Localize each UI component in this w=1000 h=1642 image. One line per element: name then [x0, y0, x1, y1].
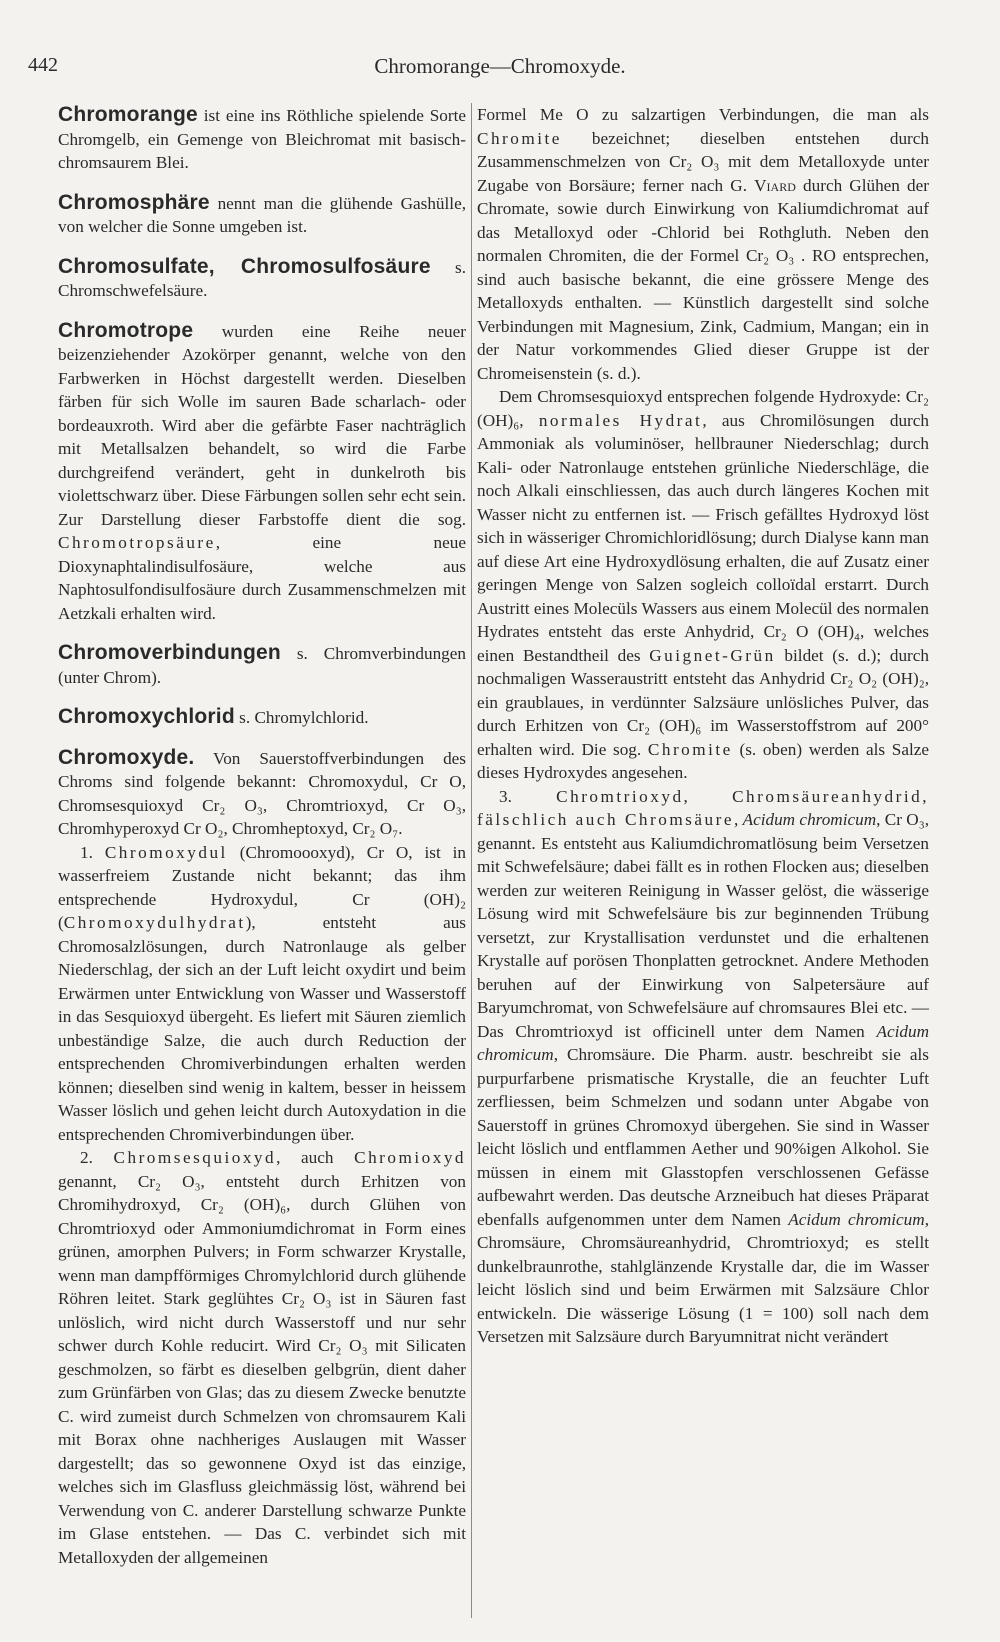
paragraph-hydroxyde	[477, 385, 929, 785]
lemma: Chromoverbindungen	[58, 641, 281, 664]
body-text: ,	[733, 810, 739, 829]
entry-text: , eine neue Dioxynaphtalindisulfosäure, welche aus Naphtosulfondisulfosäure durch Zusammenschmelzen mit Aetzkali erhalten wird.	[58, 533, 466, 623]
spaced-term: Chromoxydul	[104, 842, 228, 862]
body-text: , Cr O₃, genannt. Es entsteht aus Kaliumdichromatlösung beim Versetzen mit Schwefelsäure; dabei fällt es in rothen Flocken aus; dieselben werden zur weiteren Reinigung in Wasser gelöst, die wässerige Lösung wird mit Schwefelsäure bis zur beginnenden Trübung versetzt, zur Krystallisation verdunstet und die erhaltenen Krystalle auf porösen Thonplatten getrocknet. Andere Methoden beruhen auf der Einwirkung von Salpetersäure auf Baryumchromat, von Schwefelsäure auf chromsaures Blei etc. — Das Chromtrioxyd ist officinell unter dem Namen	[477, 810, 930, 1041]
entry-text: s. Chromylchlorid.	[239, 708, 369, 727]
section-number: 2.	[80, 1148, 93, 1167]
spaced-term: Guignet-Grün	[649, 645, 776, 665]
body-text: (s. oben) werden als Salze dieses Hydroxydes angesehen.	[477, 739, 929, 782]
lemma: Chromoxychlorid	[58, 705, 235, 728]
entry-chromoxychlorid	[58, 705, 466, 730]
paragraph-chromsesquioxyd	[58, 1146, 466, 1569]
body-text: , aus Chromilösungen durch Ammoniak als voluminöser, hellbrauner Niederschlag; durch Kali- oder Natronlauge entstehen grünliche Niederschläge, die noch Alkali einschliessen, das auch durch längeres Kochen mit Wasser nicht zu entfernen ist. — Frisch gefälltes Hydroxyd löst sich in wässeriger Chromichloridlösung; durch Dialyse kann man auf diese Art eine Hydroxydlösung erhalten, die auf Zusatz einer geringen Menge von Salzen sogleich colloïdal erstarrt. Durch Austritt eines Molecüls Wassers aus einem Molecül des normalen Hydrates entsteht das erste Anhydrid, Cr₂ O (OH)₄, welches einen Bestandtheil des	[477, 410, 929, 665]
entry-text: ist eine ins Röthliche spielende Sorte Chromgelb, ein Gemenge von Bleichromat mit basisch-chromsaurem Blei.	[58, 106, 466, 172]
spaced-term: normales Hydrat	[538, 410, 703, 430]
section-number: 1.	[80, 842, 93, 862]
page-number: 442	[28, 54, 58, 76]
body-text: , Chromsäure, Chromsäureanhydrid, Chromtrioxyd; es stellt dunkelbraunrothe, stahlglänzende Krystalle dar, die im Wasser leicht löslich sind und beim Erwärmen mit Salzsäure Chlor entwickeln. Die wässerige Lösung (1 = 100) soll nach dem Versetzen mit Salzsäure durch Baryumnitrat nicht verändert	[477, 1209, 929, 1346]
spaced-term: Chromsesquioxyd	[113, 1148, 277, 1167]
section-number: 3.	[499, 786, 512, 806]
latin-name: Acidum chromicum	[477, 1021, 929, 1064]
entry-text: nennt man die glühende Gashülle, von welcher die Sonne umgeben ist.	[58, 193, 466, 236]
latin-name: Acidum chromicum	[742, 810, 877, 829]
body-text: bezeichnet; dieselben entstehen durch Zusammenschmelzen von Cr₂ O₃ mit dem Metalloxyde unter Zugabe von Borsäure; ferner nach G.	[477, 128, 929, 195]
entry-chromoverbindungen	[58, 641, 466, 689]
body-text: bildet (s. d.); durch nochmaligen Wasseraustritt entsteht das Anhydrid Cr₂ O₂ (OH)₂, ein graublaues, in verdünnter Salzsäure unlösliches Pulver, das durch Erhitzen von Cr₂ (OH)₆ im Wasserstoffstrom auf 200° erhalten wird. Die sog.	[477, 645, 929, 759]
entry-chromorange	[58, 103, 466, 175]
spaced-term: Chromtrioxyd	[556, 786, 684, 806]
entry-chromosulfate	[58, 255, 466, 303]
entry-text: wurden eine Reihe neuer beizenziehender Azokörper genannt, welche von den Farbwerken in Höchst dargestellt werden. Dieselben färben für sich Wolle im sauren Bade scharlach- oder bordeauxroth. Wird aber die gefärbte Faser nachträglich mit Metallsalzen behandelt, so wird die Farbe durchgreifend verändert, geht in dunkelroth bis violettschwarz über. Diese Färbungen sollen sehr echt sein. Zur Darstellung dieser Farbstoffe dient die sog.	[58, 321, 466, 529]
lemma: Chromorange	[58, 103, 198, 126]
paragraph-chromoxydul	[58, 841, 466, 1147]
spaced-term: Chromoxydulhydrat	[63, 913, 246, 932]
entry-text: (Chromoooxyd), Cr O, ist in wasserfreiem Zustande nicht bekannt; das ihm entsprechende Hydroxydul, Cr (OH)₂ (	[58, 842, 467, 932]
entry-text: , auch	[276, 1148, 334, 1167]
left-column	[58, 103, 466, 1585]
latin-name: Acidum chromicum	[788, 1209, 925, 1229]
entry-text: genannt, Cr₂ O₃, entsteht durch Erhitzen von Chromihydroxyd, Cr₂ (OH)₆, durch Glühen von Chromtrioxyd oder Ammoniumdichromat in Form eines grünen, amorphen Pulvers; in Form schwarzer Krystalle, wenn man dampfförmiges Chromylchlorid durch glühende Röhren leitet. Stark geglühtes Cr₂ O₃ ist in Säuren fast unlöslich, wird nicht durch Wasserstoff und nur sehr schwer durch Kohle reducirt. Wird Cr₂ O₃ mit Silicaten geschmolzen, so färbt es dieselben gelbgrün, dient daher zum Grünfärben von Glas; das zu diesem Zwecke benutzte C. wird zumeist durch Schmelzen von chromsaurem Kali mit Borax ohne nachheriges Auslaugen mit Wasser dargestellt; das so gewonnene Oxyd ist das einzige, welches sich im Glasfluss gleichmässig löst, während bei Verwendung von C. anderer Darstellung schwarze Punkte im Glase entstehen. — Das C. verbindet sich mit Metalloxyden der allgemeinen	[58, 1171, 466, 1567]
lemma: Chromosulfate, Chromosulfosäure	[58, 254, 431, 278]
spaced-term: Chromotropsäure	[58, 533, 216, 552]
body-text: durch Glühen der Chromate, sowie durch Einwirkung von Kaliumdichromat auf das Metalloxyd oder -Chlorid bei Rothgluth. Neben den normalen Chromiten, die der Formel Cr₂ O₃ . RO entsprechen, sind auch basische bekannt, die eine grössere Menge des Metalloxyds enthalten. — Künstlich dargestellt sind solche Verbindungen mit Magnesium, Zink, Cadmium, Mangan; ein in der Natur vorkommendes Glied dieser Gruppe ist der Chromeisenstein (s. d.).	[477, 175, 929, 383]
entry-text: Von Sauerstoffverbindungen des Chroms sind folgende bekannt: Chromoxydul, Cr O, Chromsesquioxyd Cr₂ O₃, Chromtrioxyd, Cr O₃, Chromhyperoxyd Cr O₂, Chromheptoxyd, Cr₂ O₇.	[58, 748, 466, 838]
entry-text: s. Chromschwefelsäure.	[58, 257, 466, 300]
body-text: ,	[683, 786, 688, 806]
entry-text: ), entsteht aus Chromosalzlösungen, durch Natronlauge als gelber Niederschlag, der sich an der Luft leicht oxydirt und beim Erwärmen unter Entwicklung von Wasser und Wasserstoff in das Sesquioxyd übergeht. Es liefert mit Säuren ziemlich unbeständige Salze, die auch durch Reduction der entsprechenden Chromiverbindungen erhalten werden können; dieselben sind wenig in kaltem, besser in heissem Wasser löslich und gehen leicht durch Autoxydation in die entsprechenden Chromiverbindungen über.	[58, 913, 466, 1144]
body-text: Dem Chromsesquioxyd entsprechen folgende Hydroxyde: Cr₂ (OH)₆,	[477, 387, 929, 430]
entry-chromotrope	[58, 319, 466, 626]
entry-chromoxyde	[58, 746, 466, 1570]
entry-text: s. Chromverbindungen (unter Chrom).	[58, 644, 466, 687]
lemma: Chromoxyde.	[58, 745, 195, 769]
entry-chromosphaere	[58, 191, 466, 239]
body-text: , Chromsäure. Die Pharm. austr. beschreibt sie als purpurfarbene prismatische Krystalle, die an feuchter Luft zerfliessen, beim Schmelzen und sodann unter Abgabe von Sauerstoff in grünes Chromoxyd übergehen. Sie sind in Wasser leicht löslich und entflammen Aether und 90%igen Alkohol. Sie müssen in einem mit Glasstopfen verschlossenen Gefässe aufbewahrt werden. Das deutsche Arzneibuch hat dieses Präparat ebenfalls aufgenommen unter dem Namen	[477, 1045, 929, 1229]
column-divider	[471, 103, 472, 1618]
spaced-term: Chromsäureanhydrid, fälschlich auch Chromsäure	[477, 786, 929, 829]
paragraph-chromtrioxyd	[477, 785, 929, 1349]
lemma: Chromotrope	[58, 318, 194, 342]
spaced-term: Chromite	[477, 128, 562, 148]
paragraph-chromite	[477, 103, 929, 385]
right-column	[477, 103, 929, 1349]
spaced-term: Chromite	[647, 739, 733, 759]
body-text: Formel Me O zu salzartigen Verbindungen, die man als	[477, 105, 929, 124]
spaced-term: Chromioxyd	[354, 1148, 467, 1167]
running-title: Chromorange—Chromoxyde.	[374, 54, 626, 78]
lemma: Chromosphäre	[58, 190, 210, 214]
author-name: Viard	[754, 175, 796, 195]
